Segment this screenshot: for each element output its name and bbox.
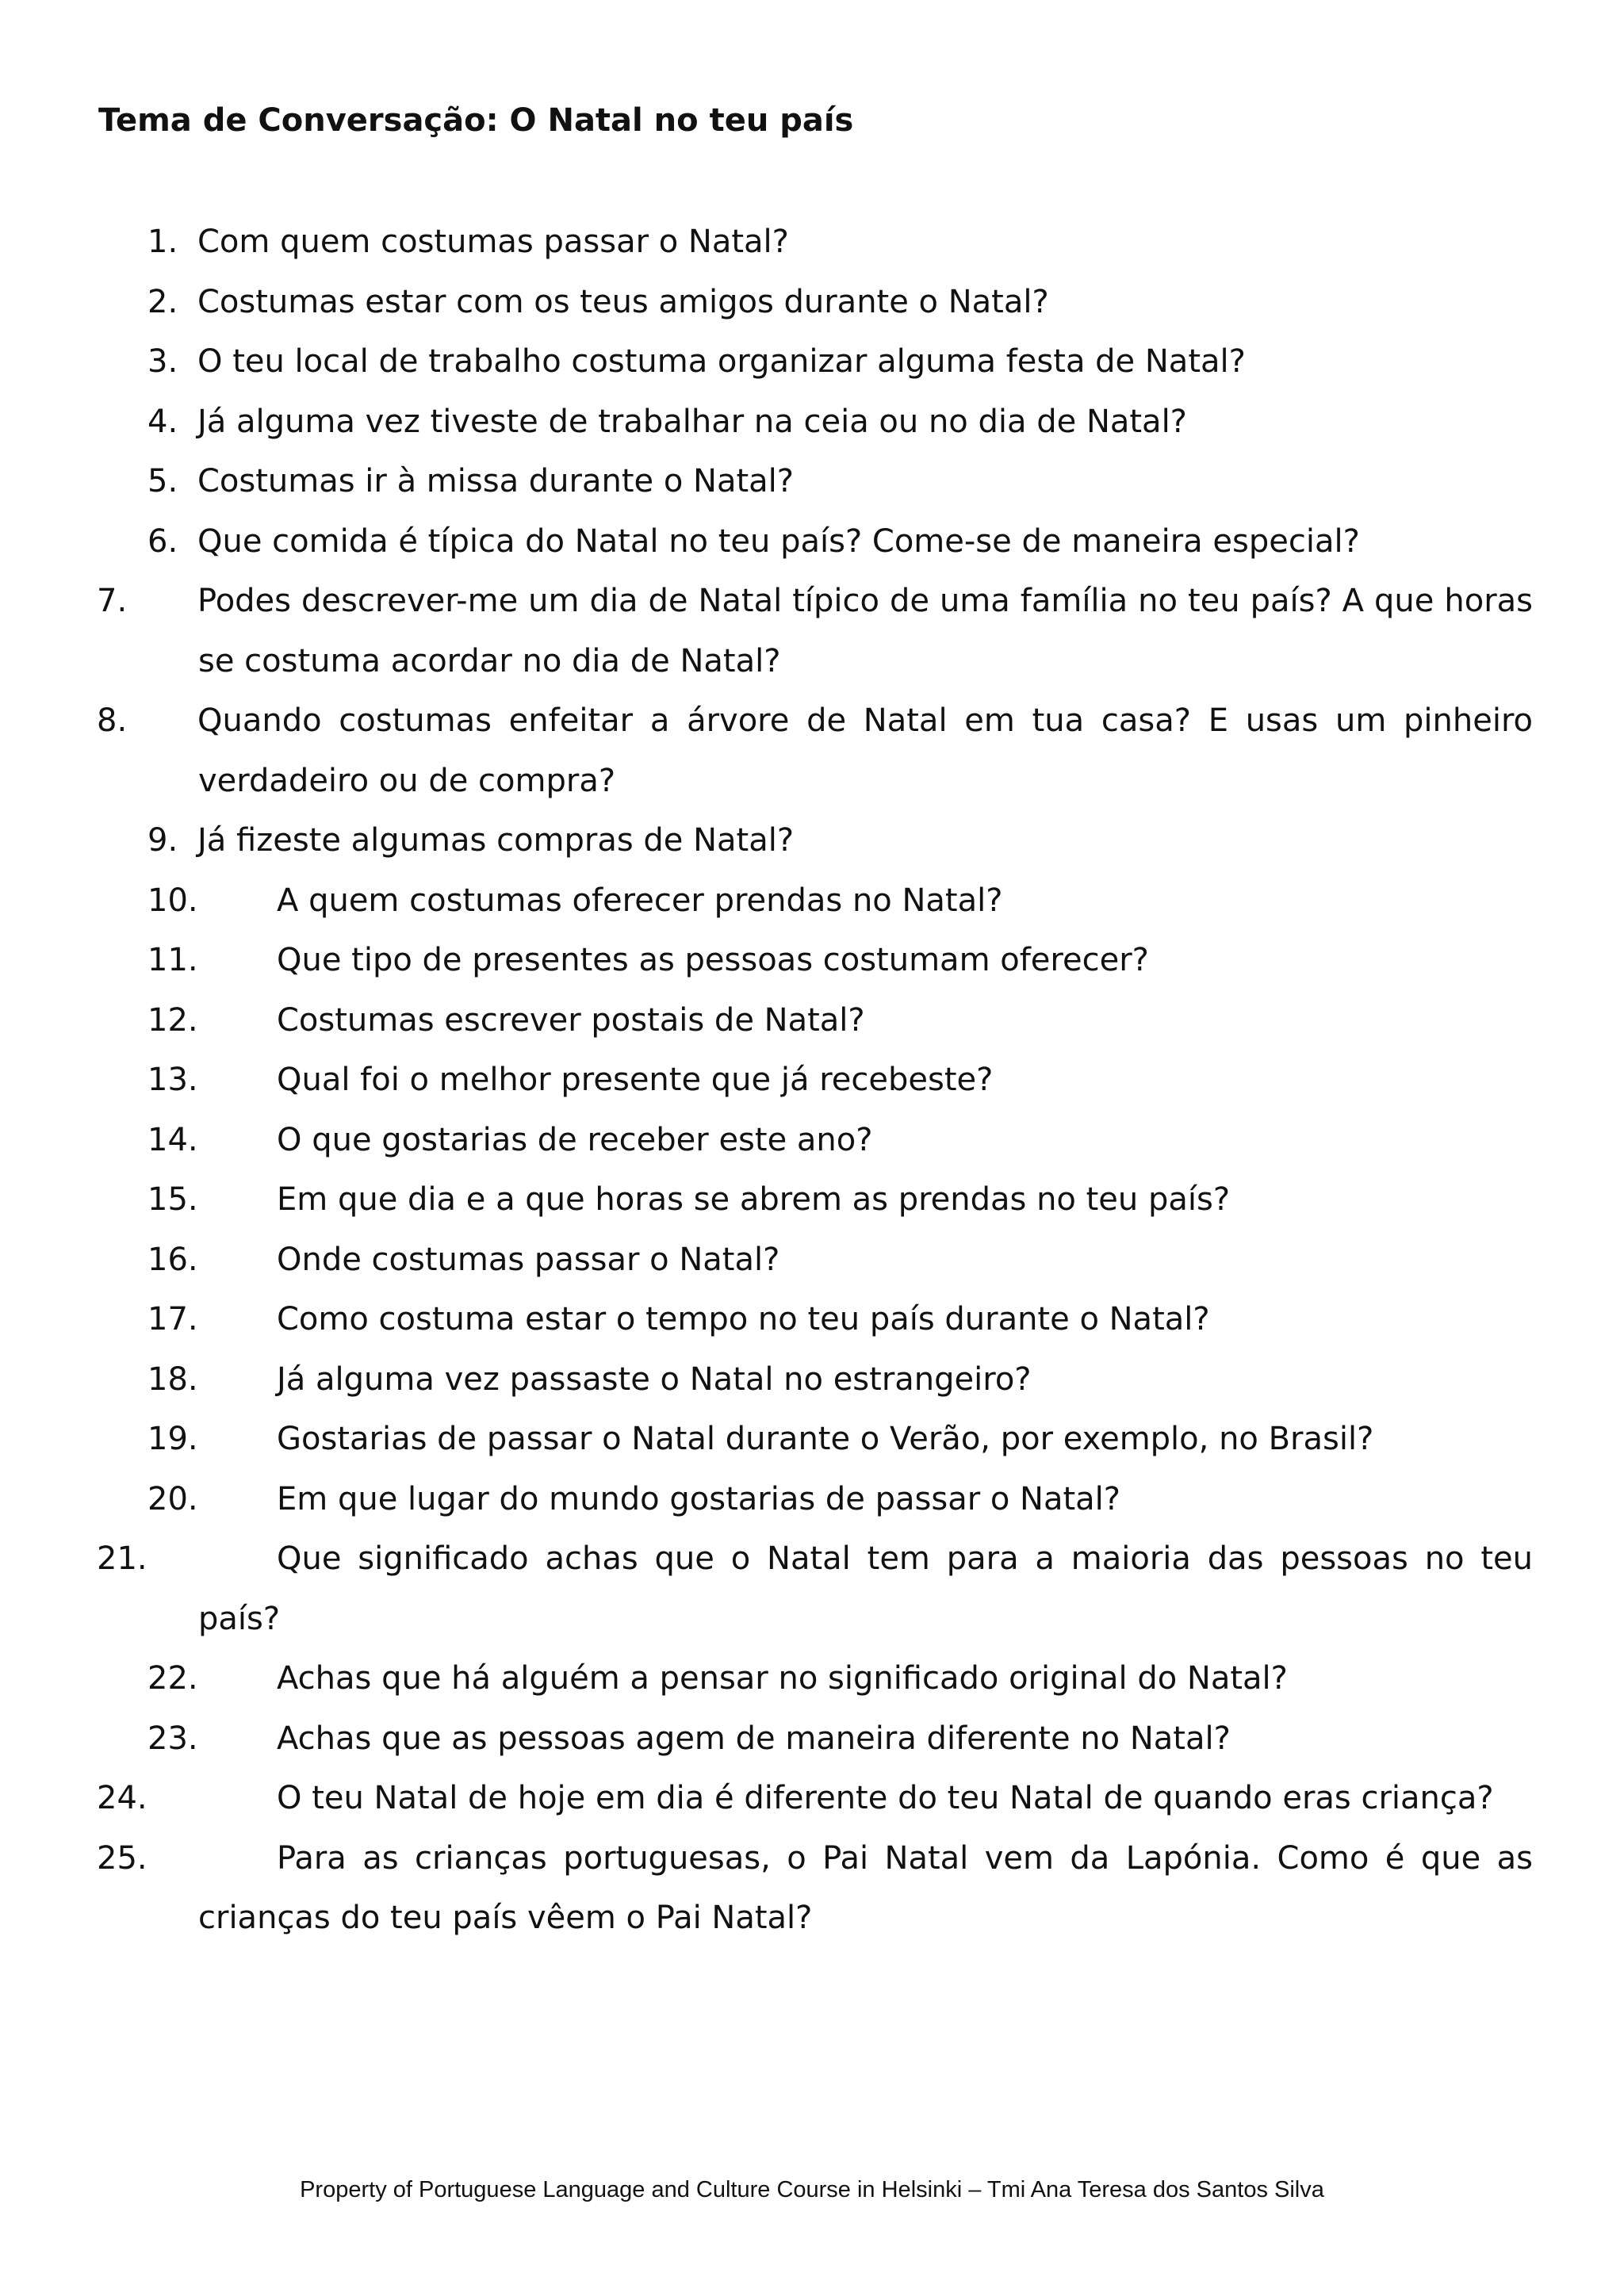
question-text: Já alguma vez tiveste de trabalhar na ceia ou no dia de Natal? (197, 403, 1187, 440)
question-item (147, 1649, 1533, 1709)
question-number: 17. (147, 1301, 198, 1337)
question-text: Costumas escrever postais de Natal? (277, 1001, 865, 1039)
question-item (147, 811, 1533, 871)
question-text: Que comida é típica do Natal no teu país? Come-se de maneira especial? (197, 522, 1360, 560)
question-item (147, 1170, 1533, 1230)
question-text: O que gostarias de receber este ano? (277, 1121, 873, 1158)
question-number: 22. (147, 1660, 198, 1697)
question-number: 14. (147, 1121, 198, 1158)
question-text: Em que dia e a que horas se abrem as prendas no teu país? (277, 1181, 1231, 1218)
page-footer: Property of Portuguese Language and Culture Course in Helsinki – Tmi Ana Teresa dos Santos Silva (300, 2177, 1324, 2202)
question-item (97, 1829, 1533, 1949)
question-text: Já alguma vez passaste o Natal no estrangeiro? (277, 1360, 1032, 1398)
question-text: Achas que há alguém a pensar no significado original do Natal? (277, 1660, 1288, 1697)
question-item (147, 1410, 1533, 1470)
question-text: Que tipo de presentes as pessoas costumam oferecer? (277, 942, 1149, 978)
question-number: 1. (147, 224, 178, 260)
question-text: Como costuma estar o tempo no teu país durante o Natal? (277, 1301, 1210, 1337)
question-item (147, 871, 1533, 932)
question-item (147, 1111, 1533, 1171)
question-item (147, 512, 1533, 572)
question-item (147, 1470, 1533, 1530)
question-item (147, 1230, 1533, 1291)
question-number: 25. (97, 1839, 147, 1877)
question-text: A quem costumas oferecer prendas no Natal? (277, 882, 1003, 919)
question-item (147, 452, 1533, 512)
question-text: Já fizeste algumas compras de Natal? (197, 822, 795, 859)
question-text: Com quem costumas passar o Natal? (197, 224, 789, 260)
question-number: 7. (97, 583, 128, 619)
question-item (147, 332, 1533, 392)
question-number: 12. (147, 1001, 198, 1039)
question-number: 2. (147, 283, 178, 320)
question-item (97, 691, 1533, 811)
question-item (147, 212, 1533, 273)
question-text: Que significado achas que o Natal tem para a maioria das pessoas no teu país? (198, 1540, 1533, 1637)
question-text: O teu local de trabalho costuma organizar alguma festa de Natal? (197, 343, 1246, 380)
question-item (147, 273, 1533, 333)
question-text: Quando costumas enfeitar a árvore de Natal em tua casa? E usas um pinheiro verdadeiro ou de compra? (197, 702, 1533, 799)
question-text: Para as crianças portuguesas, o Pai Natal vem da Lapónia. Como é que as crianças do teu país vêem o Pai Natal? (198, 1839, 1533, 1936)
question-item (97, 1529, 1533, 1649)
question-text: Gostarias de passar o Natal durante o Verão, por exemplo, no Brasil? (277, 1421, 1374, 1457)
question-number: 18. (147, 1360, 198, 1398)
question-number: 5. (147, 463, 178, 499)
question-item (147, 1350, 1533, 1410)
question-number: 13. (147, 1062, 198, 1098)
question-item (147, 991, 1533, 1051)
page-title: Tema de Conversação: O Natal no teu país (98, 102, 854, 139)
question-text: Podes descrever-me um dia de Natal típico de uma família no teu país? A que horas se costuma acordar no dia de Natal? (197, 583, 1533, 679)
question-text: Qual foi o melhor presente que já recebeste? (277, 1062, 994, 1098)
question-text: Costumas estar com os teus amigos durante o Natal? (197, 283, 1049, 320)
question-number: 24. (97, 1780, 147, 1816)
question-item (97, 572, 1533, 691)
question-number: 4. (147, 403, 178, 440)
question-item (147, 392, 1533, 453)
question-item (97, 1769, 1533, 1829)
question-number: 19. (147, 1421, 198, 1457)
question-list (97, 212, 1533, 1949)
question-text: Onde costumas passar o Natal? (277, 1241, 780, 1278)
question-number: 15. (147, 1181, 198, 1218)
question-number: 9. (147, 822, 178, 859)
question-number: 10. (147, 882, 198, 919)
question-number: 23. (147, 1720, 198, 1757)
question-number: 20. (147, 1480, 198, 1517)
question-number: 6. (147, 522, 178, 560)
question-item (147, 1290, 1533, 1350)
question-item (147, 931, 1533, 991)
question-number: 8. (97, 702, 128, 739)
question-number: 3. (147, 343, 178, 380)
question-number: 16. (147, 1241, 198, 1278)
question-text: Em que lugar do mundo gostarias de passar o Natal? (277, 1480, 1121, 1517)
question-number: 21. (97, 1540, 147, 1577)
question-text: O teu Natal de hoje em dia é diferente do teu Natal de quando eras criança? (277, 1780, 1494, 1816)
question-text: Costumas ir à missa durante o Natal? (197, 463, 795, 499)
question-number: 11. (147, 942, 198, 978)
question-item (147, 1709, 1533, 1770)
question-item (147, 1050, 1533, 1111)
question-text: Achas que as pessoas agem de maneira diferente no Natal? (277, 1720, 1231, 1757)
